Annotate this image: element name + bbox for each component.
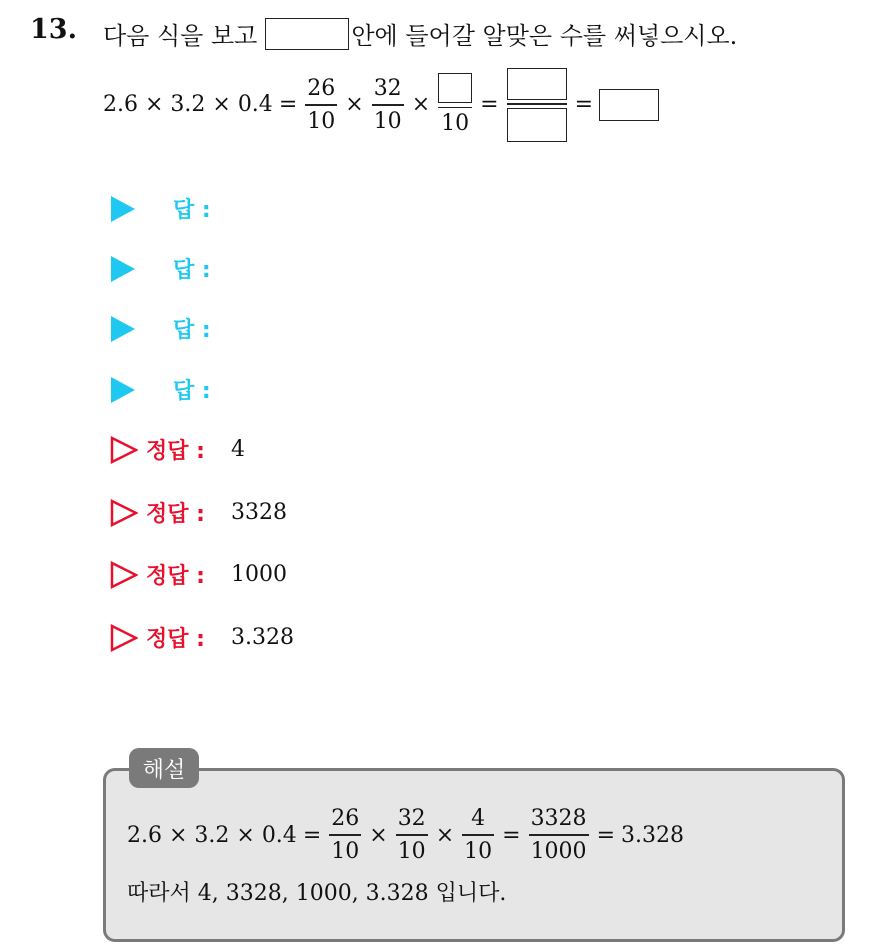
- fraction-4: [507, 68, 567, 142]
- outline-arrow-icon: [110, 561, 138, 589]
- fraction-bar: [507, 103, 567, 105]
- fraction-numerator: 26: [331, 806, 360, 831]
- fraction-bar: [372, 104, 404, 106]
- correct-answer-value: 3328: [230, 500, 287, 525]
- answer-row-3: [111, 313, 211, 344]
- answer-row-2: [111, 253, 211, 284]
- fraction-numerator: 32: [373, 75, 402, 101]
- fraction-bar: [396, 834, 428, 836]
- fraction-bar: [329, 834, 361, 836]
- fraction-bar: [438, 107, 472, 109]
- times-sign: ×: [369, 822, 388, 848]
- answer-label: 답 :: [173, 318, 211, 343]
- outline-arrow-icon: [110, 499, 138, 527]
- fraction-bar: [305, 104, 337, 106]
- answer-label: 답 :: [173, 198, 211, 223]
- correct-answer-row-3: [110, 559, 287, 590]
- question-equation: [103, 68, 659, 142]
- play-arrow-icon: [111, 256, 135, 282]
- times-sign: ×: [411, 92, 431, 118]
- inline-blank-box: [265, 18, 349, 50]
- solution-lhs: 2.6 × 3.2 × 0.4: [127, 822, 297, 848]
- correct-label: 정답 :: [146, 502, 205, 527]
- play-arrow-icon: [111, 316, 135, 342]
- correct-label: 정답 :: [146, 564, 205, 589]
- solution-fraction-2: [396, 806, 428, 864]
- prompt-after: 안에 들어갈 알맞은 수를 써넣으시오.: [351, 22, 738, 50]
- equation-lhs: 2.6 × 3.2 × 0.4: [103, 92, 273, 118]
- times-sign: ×: [345, 92, 364, 118]
- fraction-1: [305, 76, 337, 134]
- fraction-denominator: 1000: [530, 838, 587, 864]
- numerator-blank-box: [438, 73, 472, 103]
- correct-answer-row-4: [110, 622, 294, 653]
- solution-equation: [127, 806, 684, 864]
- equals-sign: =: [480, 92, 499, 118]
- fraction-numerator: 32: [397, 806, 426, 831]
- fraction-3: [438, 73, 472, 137]
- correct-label: 정답 :: [146, 627, 205, 652]
- correct-answer-value: 1000: [230, 562, 287, 587]
- fraction-denominator: 10: [331, 838, 360, 864]
- answer-row-1: [111, 193, 211, 224]
- fraction-denominator: 10: [441, 111, 470, 137]
- fraction-denominator: 10: [307, 108, 336, 134]
- equals-sign: =: [278, 92, 298, 118]
- fraction-denominator: 10: [397, 838, 426, 864]
- correct-answer-value: 4: [230, 437, 245, 462]
- fraction-numerator: 3328: [530, 806, 587, 831]
- question-number: 13.: [30, 14, 77, 45]
- solution-fraction-result: [529, 806, 589, 864]
- correct-answer-value: 3.328: [230, 625, 294, 650]
- solution-tag: 해설: [129, 748, 199, 788]
- solution-result: 3.328: [621, 822, 684, 848]
- outline-arrow-icon: [110, 624, 138, 652]
- solution-fraction-3: [462, 806, 494, 864]
- prompt-before: 다음 식을 보고: [103, 22, 258, 50]
- equals-sign: =: [574, 92, 593, 118]
- correct-answer-row-2: [110, 497, 287, 528]
- fraction-bar: [462, 834, 494, 836]
- correct-label: 정답 :: [146, 439, 205, 464]
- play-arrow-icon: [111, 196, 135, 222]
- numerator-blank-box: [507, 68, 567, 100]
- outline-arrow-icon: [110, 436, 138, 464]
- equals-sign: =: [502, 822, 521, 848]
- answer-row-4: [111, 374, 211, 405]
- fraction-denominator: 10: [464, 838, 493, 864]
- result-blank-box: [599, 89, 659, 121]
- equals-sign: =: [302, 822, 322, 848]
- fraction-bar: [529, 834, 589, 836]
- question-prompt: [103, 16, 737, 51]
- answer-label: 답 :: [173, 258, 211, 283]
- correct-answer-row-1: [110, 434, 245, 465]
- play-arrow-icon: [111, 377, 135, 403]
- fraction-numerator: 26: [307, 75, 336, 101]
- equals-sign: =: [596, 822, 615, 848]
- fraction-numerator: 4: [471, 806, 486, 831]
- solution-fraction-1: [329, 806, 361, 864]
- fraction-denominator: 10: [373, 108, 402, 134]
- answer-label: 답 :: [173, 379, 211, 404]
- solution-summary: 따라서 4, 3328, 1000, 3.328 입니다.: [127, 881, 507, 906]
- fraction-2: [372, 76, 404, 134]
- denominator-blank-box: [507, 108, 567, 142]
- times-sign: ×: [435, 822, 455, 848]
